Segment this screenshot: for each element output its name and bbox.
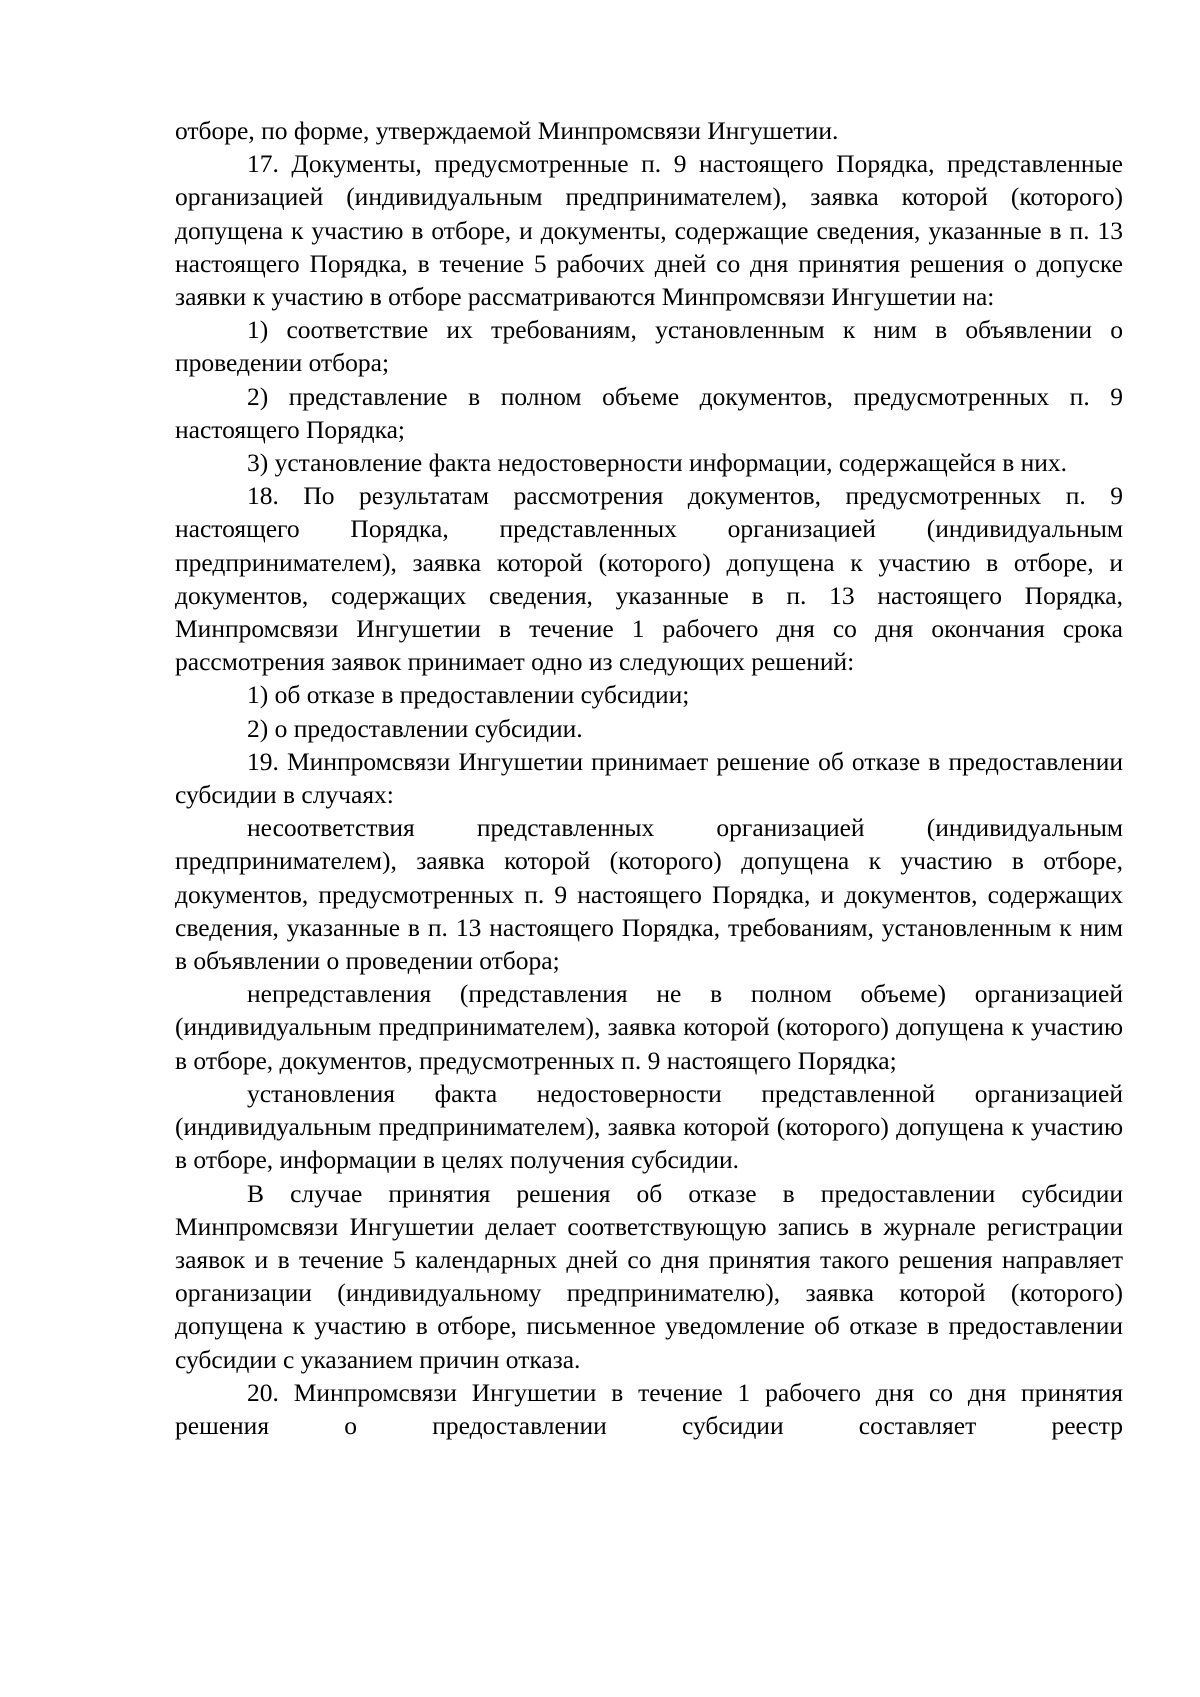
paragraph-clause-19-case-2: непредставления (представления не в полном объеме) организацией (индивидуальным предпринимателем), заявка которой (которого) допущена к участию в отборе, документов, предусмотренных п. 9 настоящего Порядка; bbox=[175, 979, 1123, 1075]
paragraph-clause-18: 18. По результатам рассмотрения документов, предусмотренных п. 9 настоящего Порядка, представленных организацией (индивидуальным предпринимателем), заявка которой (которого) допущена к участию в отборе, и документов, содержащих сведения, указанные в п. 13 настоящего Порядка, Минпромсвязи Ингушетии в течение 1 рабочего дня со дня окончания срока рассмотрения заявок принимает одно из следующих решений: bbox=[175, 481, 1123, 677]
paragraph-clause-19-case-3: установления факта недостоверности представленной организацией (индивидуальным предпринимателем), заявка которой (которого) допущена к участию в отборе, информации в целях получения субсидии. bbox=[175, 1078, 1123, 1175]
paragraph-clause-17-item-2: 2) представление в полном объеме документов, предусмотренных п. 9 настоящего Порядка; bbox=[175, 381, 1123, 444]
paragraph-clause-20: 20. Минпромсвязи Ингушетии в течение 1 рабочего дня со дня принятия решения о предоставлении субсидии составляет реестр bbox=[175, 1377, 1123, 1440]
paragraph-clause-18-item-1: 1) об отказе в предоставлении субсидии; bbox=[247, 680, 690, 710]
paragraph-refusal-procedure: В случае принятия решения об отказе в предоставлении субсидии Минпромсвязи Ингушетии делает соответствующую запись в журнале регистрации заявок и в течение 5 календарных дней со дня принятия такого решения направляет организации (индивидуальному предпринимателю), заявка которой (которого) допущена к участию в отборе, письменное уведомление об отказе в предоставлении субсидии с указанием причин отказа. bbox=[175, 1178, 1123, 1374]
paragraph-clause-19: 19. Минпромсвязи Ингушетии принимает решение об отказе в предоставлении субсидии в случаях: bbox=[175, 746, 1123, 810]
paragraph-clause-19-case-1: несоответствия представленных организацией (индивидуальным предпринимателем), заявка которой (которого) допущена к участию в отборе, документов, предусмотренных п. 9 настоящего Порядка, и документов, содержащих сведения, указанные в п. 13 настоящего Порядка, требованиям, установленным к ним в объявлении о проведении отбора; bbox=[175, 813, 1123, 976]
paragraph-clause-18-item-2: 2) о предоставлении субсидии. bbox=[247, 713, 583, 743]
paragraph-clause-17-item-3: 3) установление факта недостоверности информации, содержащейся в них. bbox=[247, 448, 1068, 478]
document-body bbox=[175, 114, 1123, 1442]
paragraph-continuation: отборе, по форме, утверждаемой Минпромсвязи Ингушетии. bbox=[175, 116, 839, 145]
paragraph-clause-17-item-1: 1) соответствие их требованиям, установленным к ним в объявлении о проведении отбора; bbox=[175, 315, 1123, 378]
paragraph-clause-17: 17. Документы, предусмотренные п. 9 настоящего Порядка, представленные организацией (индивидуальным предпринимателем), заявка которой (которого) допущена к участию в отборе, и документы, содержащие сведения, указанные в п. 13 настоящего Порядка, в течение 5 рабочих дней со дня принятия решения о допуске заявки к участию в отборе рассматриваются Минпромсвязи Ингушетии на: bbox=[175, 149, 1123, 312]
